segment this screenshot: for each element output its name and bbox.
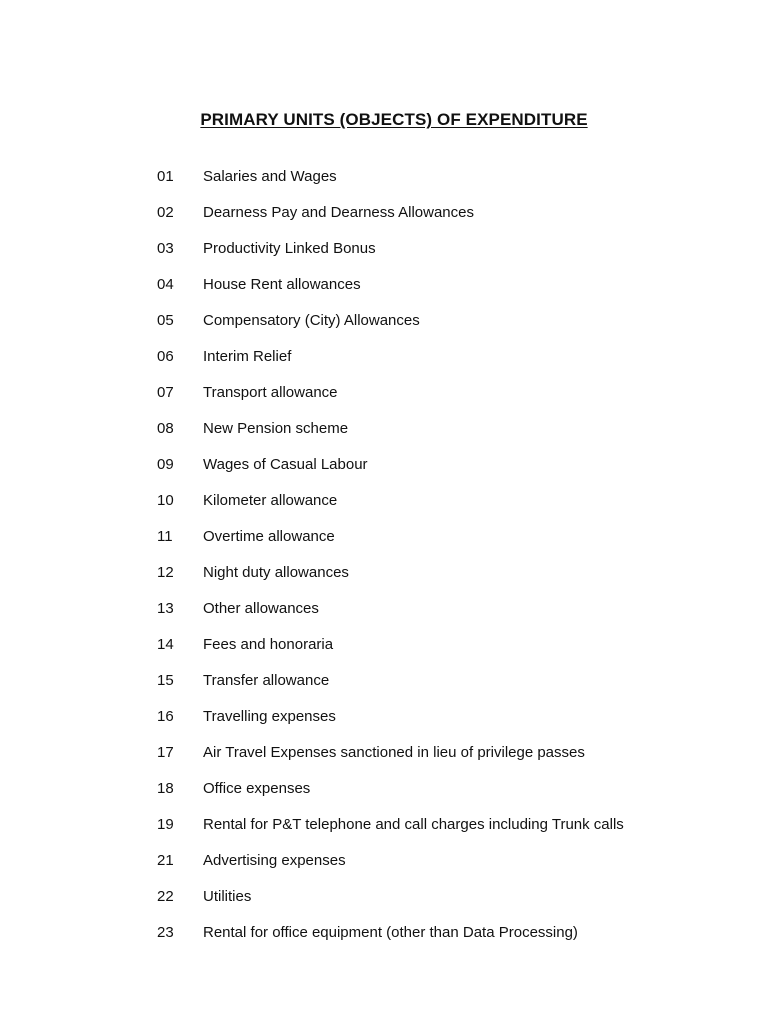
- list-item: [157, 166, 737, 202]
- list-item: [157, 562, 737, 598]
- item-description: Other allowances: [203, 600, 319, 617]
- item-description: Travelling expenses: [203, 708, 336, 725]
- list-item: [157, 850, 737, 886]
- item-code: 01: [157, 168, 174, 185]
- item-code: 23: [157, 924, 174, 941]
- item-description: Advertising expenses: [203, 852, 346, 869]
- item-description: House Rent allowances: [203, 276, 361, 293]
- list-item: [157, 382, 737, 418]
- item-code: 09: [157, 456, 174, 473]
- item-code: 02: [157, 204, 174, 221]
- expenditure-list: [157, 166, 737, 958]
- list-item: [157, 238, 737, 274]
- item-description: Kilometer allowance: [203, 492, 338, 509]
- item-description: Dearness Pay and Dearness Allowances: [203, 204, 474, 221]
- item-code: 06: [157, 348, 174, 365]
- list-item: [157, 454, 737, 490]
- list-item: [157, 634, 737, 670]
- item-description: Transfer allowance: [203, 672, 330, 689]
- list-item: [157, 274, 737, 310]
- item-description: Interim Relief: [203, 348, 292, 365]
- item-description: Wages of Casual Labour: [203, 456, 368, 473]
- item-code: 18: [157, 780, 174, 797]
- list-item: [157, 346, 737, 382]
- item-code: 10: [157, 492, 174, 509]
- page-title: PRIMARY UNITS (OBJECTS) OF EXPENDITURE: [200, 110, 588, 129]
- item-code: 22: [157, 888, 174, 905]
- item-description: Salaries and Wages: [203, 168, 337, 185]
- item-code: 16: [157, 708, 174, 725]
- item-description: Office expenses: [203, 780, 311, 797]
- item-code: 17: [157, 744, 174, 761]
- item-code: 11: [157, 528, 173, 545]
- item-code: 15: [157, 672, 174, 689]
- list-item: [157, 886, 737, 922]
- item-code: 03: [157, 240, 174, 257]
- list-item: [157, 490, 737, 526]
- item-description: Rental for office equipment (other than Data Processing): [203, 924, 578, 941]
- list-item: [157, 418, 737, 454]
- item-description: Rental for P&T telephone and call charges including Trunk calls: [203, 816, 624, 833]
- list-item: [157, 310, 737, 346]
- item-description: Night duty allowances: [203, 564, 349, 581]
- item-description: Compensatory (City) Allowances: [203, 312, 420, 329]
- item-description: Fees and honoraria: [203, 636, 334, 653]
- list-item: [157, 670, 737, 706]
- item-code: 13: [157, 600, 174, 617]
- item-description: Utilities: [203, 888, 252, 905]
- list-item: [157, 598, 737, 634]
- list-item: [157, 922, 737, 958]
- item-code: 21: [157, 852, 174, 869]
- item-code: 04: [157, 276, 174, 293]
- item-code: 19: [157, 816, 174, 833]
- list-item: [157, 742, 737, 778]
- item-description: Overtime allowance: [203, 528, 335, 545]
- item-code: 05: [157, 312, 174, 329]
- item-code: 07: [157, 384, 174, 401]
- item-code: 08: [157, 420, 174, 437]
- item-code: 12: [157, 564, 174, 581]
- item-description: Productivity Linked Bonus: [203, 240, 376, 257]
- item-description: Air Travel Expenses sanctioned in lieu of privilege passes: [203, 744, 585, 761]
- item-code: 14: [157, 636, 174, 653]
- item-description: New Pension scheme: [203, 420, 349, 437]
- list-item: [157, 778, 737, 814]
- list-item: [157, 814, 737, 850]
- list-item: [157, 202, 737, 238]
- list-item: [157, 526, 737, 562]
- list-item: [157, 706, 737, 742]
- item-description: Transport allowance: [203, 384, 338, 401]
